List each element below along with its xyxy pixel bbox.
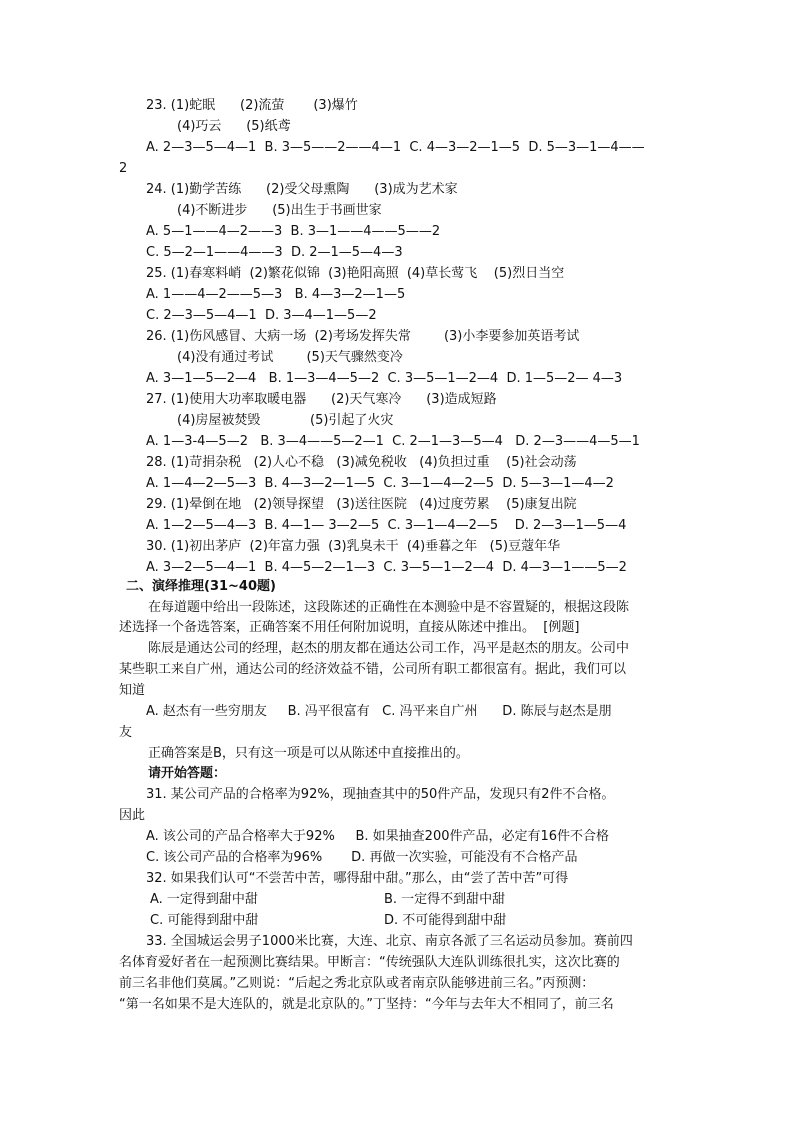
example-answers-wrap: 友 — [119, 725, 133, 740]
q23-answers-wrap: 2 — [119, 161, 128, 176]
example-answers-line: A. 赵杰有一些穷朋友 B. 冯平很富有 C. 冯平来自广州 D. 陈辰与赵杰是朋 — [146, 704, 612, 719]
q32-answer-a: A. 一定得到甜中甜 — [150, 892, 258, 907]
q25-answers-line: C. 2—3—5—4—1 D. 3—4—1—5—2 — [146, 308, 377, 323]
q23-options-line: 23. (1)蛇眠 (2)流萤 (3)爆竹 — [146, 98, 358, 113]
section-heading: 二、演绎推理(31~40题) — [126, 579, 276, 594]
q24-options-line: (4)不断进步 (5)出生于书画世家 — [177, 203, 382, 218]
q30-options-line: 30. (1)初出茅庐 (2)年富力强 (3)乳臭未干 (4)垂暮之年 (5)豆蔻年华 — [146, 539, 561, 554]
paragraph-line: 在每道题中给出一段陈述，这段陈述的正确性在本测验中是不容置疑的，根据这段陈 — [148, 600, 630, 615]
q26-options-line: 26. (1)伤风感冒、大病一场 (2)考场发挥失常 (3)小李要参加英语考试 — [146, 329, 580, 344]
q29-options-line: 29. (1)晕倒在地 (2)领导探望 (3)送往医院 (4)过度劳累 (5)康复出院 — [146, 497, 577, 512]
q33-stem-line: “第一名如果不是大连队的，就是北京队的。”丁坚持：“今年与去年大不相同了，前三名 — [119, 997, 614, 1012]
q32-answer-c: C. 可能得到甜中甜 — [150, 913, 259, 928]
q24-options-line: 24. (1)勤学苦练 (2)受父母熏陶 (3)成为艺术家 — [146, 182, 458, 197]
q28-answers-line: A. 1—4—2—5—3 B. 4—3—2—1—5 C. 3—1—4—2—5 D. 5—3—1—4—2 — [146, 476, 614, 491]
q31-stem-line: 31. 某公司产品的合格率为92%，现抽查其中的50件产品，发现只有2件不合格。 — [146, 787, 615, 802]
q26-answers-line: A. 3—1—5—2—4 B. 1—3—4—5—2 C. 3—5—1—2—4 D. 1—5—2— 4—3 — [146, 371, 623, 386]
q26-options-line: (4)没有通过考试 (5)天气骤然变冷 — [177, 350, 403, 365]
q27-options-line: 27. (1)使用大功率取暖电器 (2)天气寒冷 (3)造成短路 — [146, 392, 497, 407]
q32-answer-b: B. 一定得不到甜中甜 — [384, 892, 506, 907]
paragraph-line: 某些职工来自广州，通达公司的经济效益不错，公司所有职工都很富有。据此，我们可以 — [119, 662, 627, 677]
q25-options-line: 25. (1)春寒料峭 (2)繁花似锦 (3)艳阳高照 (4)草长莺飞 (5)烈日当空 — [146, 266, 565, 281]
start-answering-heading: 请开始答题： — [148, 766, 227, 781]
q27-answers-line: A. 1—3-4—5—2 B. 3—4——5—2—1 C. 2—1—3—5—4 D. 2—3——4—5—1 — [146, 434, 640, 449]
paragraph-line: 陈辰是通达公司的经理，赵杰的朋友都在通达公司工作，冯平是赵杰的朋友。公司中 — [148, 641, 630, 656]
q32-stem-line: 32. 如果我们认可“不尝苦中苦，哪得甜中甜。”那么，由“尝了苦中苦”可得 — [146, 871, 569, 886]
q29-answers-line: A. 1—2—5—4—3 B. 4—1— 3—2—5 C. 3—1—4—2—5 D. 2—3—1—5—4 — [146, 518, 627, 533]
q32-answer-d: D. 不可能得到甜中甜 — [384, 913, 507, 928]
q33-stem-line: 前三名非他们莫属。”乙则说：“后起之秀北京队或者南京队能够进前三名。”丙预测： — [119, 976, 595, 991]
paragraph-line: 述选择一个备选答案，正确答案不用任何附加说明，直接从陈述中推出。 [例题] — [119, 620, 580, 635]
q25-answers-line: A. 1——4—2——5—3 B. 4—3—2—1—5 — [146, 287, 406, 302]
q24-answers-line: A. 5—1——4—2——3 B. 3—1——4——5——2 — [146, 224, 441, 239]
q23-answers-line: A. 2—3—5—4—1 B. 3—5——2——4—1 C. 4—3—2—1—5 D. 5—3—1—4—— — [146, 140, 645, 155]
q28-options-line: 28. (1)苛捐杂税 (2)人心不稳 (3)减免税收 (4)负担过重 (5)社会动荡 — [146, 455, 577, 470]
paragraph-line: 正确答案是B，只有这一项是可以从陈述中直接推出的。 — [148, 746, 469, 761]
q33-stem-line: 名体育爱好者在一起预测比赛结果。甲断言：“传统强队大连队训练很扎实，这次比赛的 — [119, 955, 620, 970]
q31-answers-line: A. 该公司的产品合格率大于92% B. 如果抽查200件产品，必定有16件不合格 — [146, 829, 610, 844]
q31-stem-line: 因此 — [119, 808, 146, 823]
q23-options-line: (4)巧云 (5)纸鸢 — [177, 119, 291, 134]
q27-options-line: (4)房屋被焚毁 (5)引起了火灾 — [177, 413, 394, 428]
q30-answers-line: A. 3—2—5—4—1 B. 4—5—2—1—3 C. 3—5—1—2—4 D. 4—3—1——5—2 — [146, 560, 627, 575]
q31-answers-line: C. 该公司产品的合格率为96% D. 再做一次实验，可能没有不合格产品 — [146, 850, 578, 865]
q24-answers-line: C. 5—2—1——4——3 D. 2—1—5—4—3 — [146, 245, 403, 260]
q33-stem-line: 33. 全国城运会男子1000米比赛，大连、北京、南京各派了三名运动员参加。赛前四 — [146, 934, 633, 949]
paragraph-line: 知道 — [119, 683, 146, 698]
